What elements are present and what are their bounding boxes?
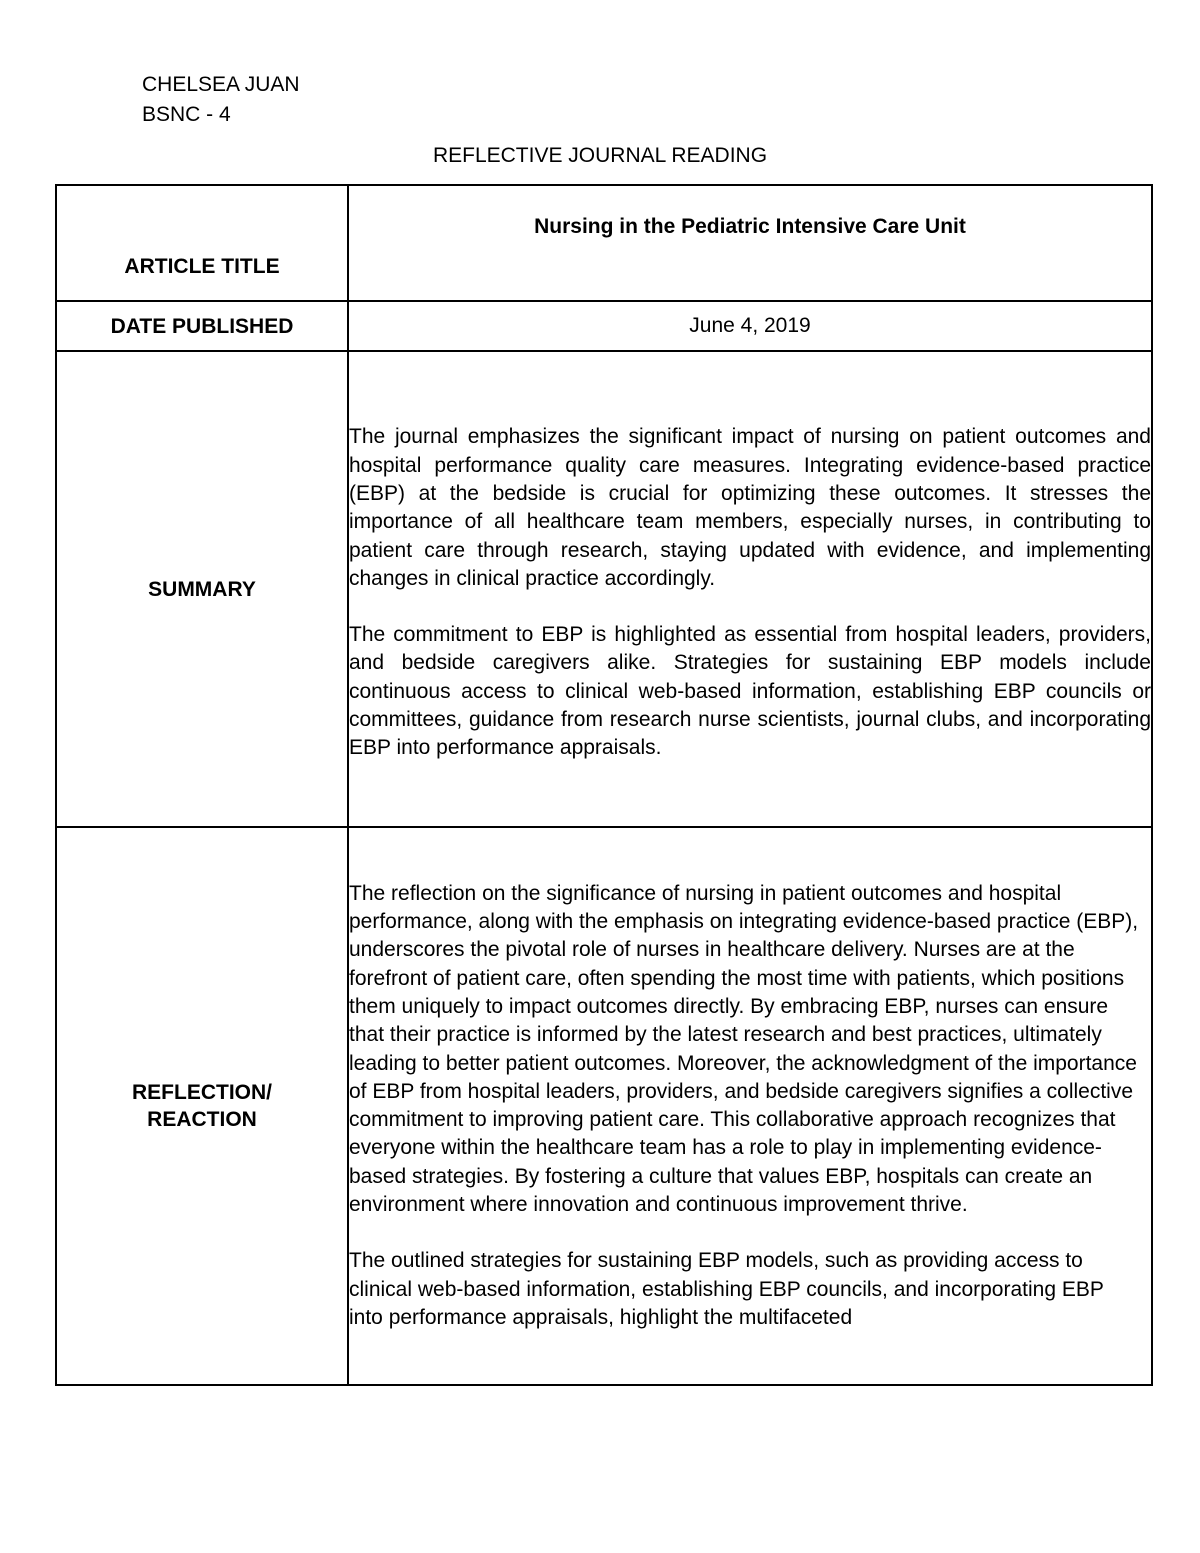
summary-value-cell [348,351,1152,827]
summary-paragraph: The commitment to EBP is highlighted as essential from hospital leaders, providers, and bedside caregivers alike. Strategies for sustaining EBP models include continuous access to clinical web-based information, establishing EBP councils or committees, guidance from research nurse scientists, journal clubs, and incorporating EBP into performance appraisals. [349,623,1151,760]
reflection-label [57,1079,347,1133]
reflection-label-line: REACTION [147,1108,257,1131]
summary-text [349,383,1151,794]
reflection-paragraph: The reflection on the significance of nursing in patient outcomes and hospital performance, along with the emphasis on integrating evidence-based practice (EBP), underscores the pivotal role of nurses in healthcare delivery. Nurses are at the forefront of patient care, often spending the most time with patients, which positions them uniquely to impact outcomes directly. By embracing EBP, nurses can ensure that their practice is informed by the latest research and best practices, ultimately leading to better patient outcomes. Moreover, the acknowledgment of the importance of EBP from hospital leaders, providers, and bedside caregivers signifies a collective commitment to improving patient care. This collaborative approach recognizes that everyone within the healthcare team has a role to play in implementing evidence-based strategies. By fostering a culture that values EBP, hospitals can create an environment where innovation and continuous improvement thrive. [349,881,1139,1217]
summary-paragraph: The journal emphasizes the significant impact of nursing on patient outcomes and hospital performance quality care measures. Integrating evidence-based practice (EBP) at the bedside is crucial for optimizing these outcomes. It stresses the importance of all healthcare team members, especially nurses, in contributing to patient care through research, staying updated with evidence, and implementing changes in clinical practice accordingly. [349,425,1151,590]
table-row-article-title [56,185,1152,301]
date-value-cell [348,301,1152,351]
journal-table [55,184,1153,1386]
article-title-value-cell [348,185,1152,301]
date-published-value: June 4, 2019 [689,314,811,337]
reflection-text [349,880,1151,1332]
table-row-reflection [56,827,1152,1385]
date-published-label: DATE PUBLISHED [110,314,294,338]
article-title-value: Nursing in the Pediatric Intensive Care Unit [534,215,966,238]
date-label-cell [56,301,348,351]
summary-label-cell [56,351,348,827]
reflection-value-cell [348,827,1152,1385]
article-title-label: ARTICLE TITLE [124,254,280,278]
table-row-summary [56,351,1152,827]
document-title: REFLECTIVE JOURNAL READING [432,144,768,167]
student-section: BSNC - 4 [142,103,231,126]
summary-label: SUMMARY [148,577,256,601]
reflection-label-cell [56,827,348,1385]
student-info [142,70,300,130]
table-row-date-published [56,301,1152,351]
student-name: CHELSEA JUAN [142,73,300,96]
article-title-label-cell [56,185,348,301]
reflection-paragraph: The outlined strategies for sustaining EBP models, such as providing access to clinical web-based information, establishing EBP councils, and incorporating EBP into performance appraisals, highlight the multifaceted [349,1249,1104,1329]
reflection-label-line: REFLECTION/ [132,1081,272,1104]
